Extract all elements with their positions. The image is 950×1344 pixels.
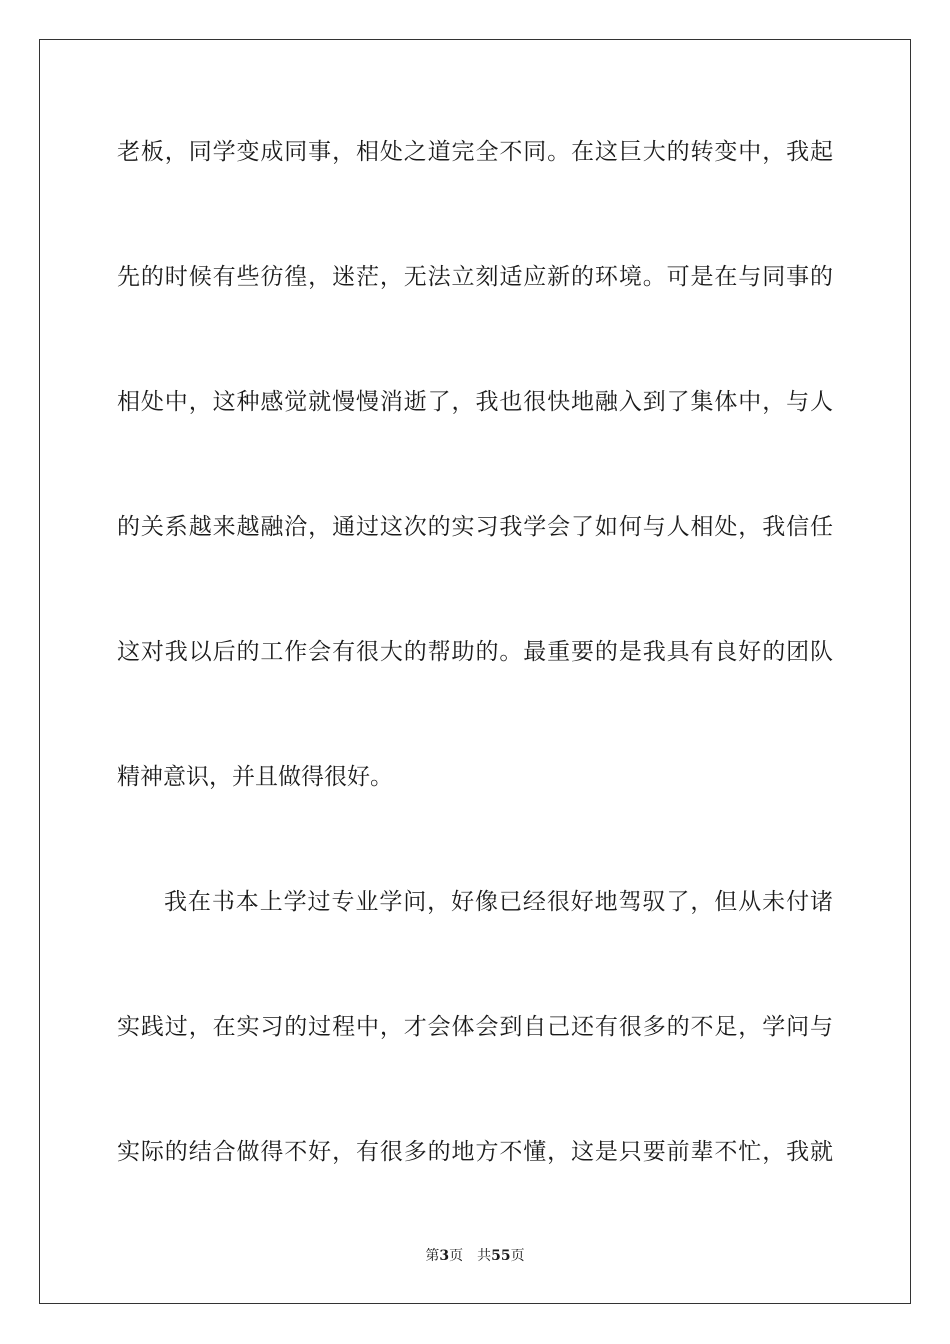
body-line-3: 相处中，这种感觉就慢慢消逝了，我也很快地融入到了集体中，与人 (117, 389, 833, 415)
page-frame (39, 39, 911, 1304)
footer-total-suffix: 页 (510, 1248, 525, 1264)
footer-page-suffix: 页 (449, 1248, 464, 1264)
body-line-9: 实际的结合做得不好，有很多的地方不懂，这是只要前辈不忙，我就 (117, 1139, 833, 1165)
body-line-2: 先的时候有些彷徨，迷茫，无法立刻适应新的环境。可是在与同事的 (117, 264, 833, 290)
body-line-5: 这对我以后的工作会有很大的帮助的。最重要的是我具有良好的团队 (117, 639, 833, 665)
body-line-8: 实践过，在实习的过程中，才会体会到自己还有很多的不足，学问与 (117, 1014, 833, 1040)
body-line-7: 我在书本上学过专业学问，好像已经很好地驾驭了，但从未付诸 (164, 889, 833, 915)
body-line-4: 的关系越来越融洽，通过这次的实习我学会了如何与人相处，我信任 (117, 514, 833, 540)
footer-total-prefix: 共 (477, 1248, 492, 1264)
footer-total-pages: 55 (491, 1248, 511, 1264)
footer-page-prefix: 第 (425, 1248, 440, 1264)
body-line-6: 精神意识，并且做得很好。 (117, 764, 393, 790)
footer-page-number: 3 (439, 1248, 450, 1264)
page-footer (0, 1246, 950, 1266)
body-line-1: 老板，同学变成同事，相处之道完全不同。在这巨大的转变中，我起 (117, 139, 833, 165)
